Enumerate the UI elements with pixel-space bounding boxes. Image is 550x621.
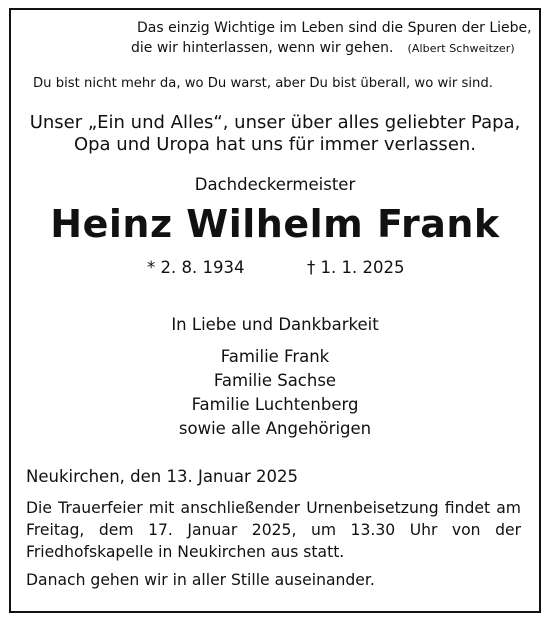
quote-line-1: Das einzig Wichtige im Leben sind die Spuren der Liebe, xyxy=(137,20,532,36)
birth-date: * 2. 8. 1934 xyxy=(147,258,245,277)
quote-text: die wir hinterlassen, wenn wir gehen. xyxy=(131,40,394,56)
memorial-sentence: Du bist nicht mehr da, wo Du warst, aber Du bist überall, wo wir sind. xyxy=(33,76,493,91)
deceased-name: Heinz Wilhelm Frank xyxy=(50,202,500,246)
quote-author: (Albert Schweitzer) xyxy=(407,42,515,55)
funeral-announcement: Die Trauerfeier mit anschließender Urnenbeisetzung findet am Freitag, dem 17. Januar 2025, um 13.30 Uhr von der Friedhofskapelle in Neukirchen aus statt. xyxy=(26,499,521,561)
intro-line-2: Opa und Uropa hat uns für immer verlassen. xyxy=(73,134,477,155)
life-dates xyxy=(0,258,550,282)
closing-note: Danach gehen wir in aller Stille auseinander. xyxy=(26,571,375,589)
profession: Dachdeckermeister xyxy=(194,175,356,194)
mourner-item: sowie alle Angehörigen xyxy=(178,419,372,438)
place-and-date: Neukirchen, den 13. Januar 2025 xyxy=(26,467,298,486)
quote-line-2 xyxy=(131,40,515,56)
mourner-item: Familie Sachse xyxy=(213,371,337,390)
intro-line-1: Unser „Ein und Alles“, unser über alles geliebter Papa, xyxy=(29,112,521,133)
mourner-item: Familie Frank xyxy=(220,347,330,366)
death-date: † 1. 1. 2025 xyxy=(307,258,405,277)
dedication: In Liebe und Dankbarkeit xyxy=(171,315,379,334)
mourner-item: Familie Luchtenberg xyxy=(191,395,359,414)
